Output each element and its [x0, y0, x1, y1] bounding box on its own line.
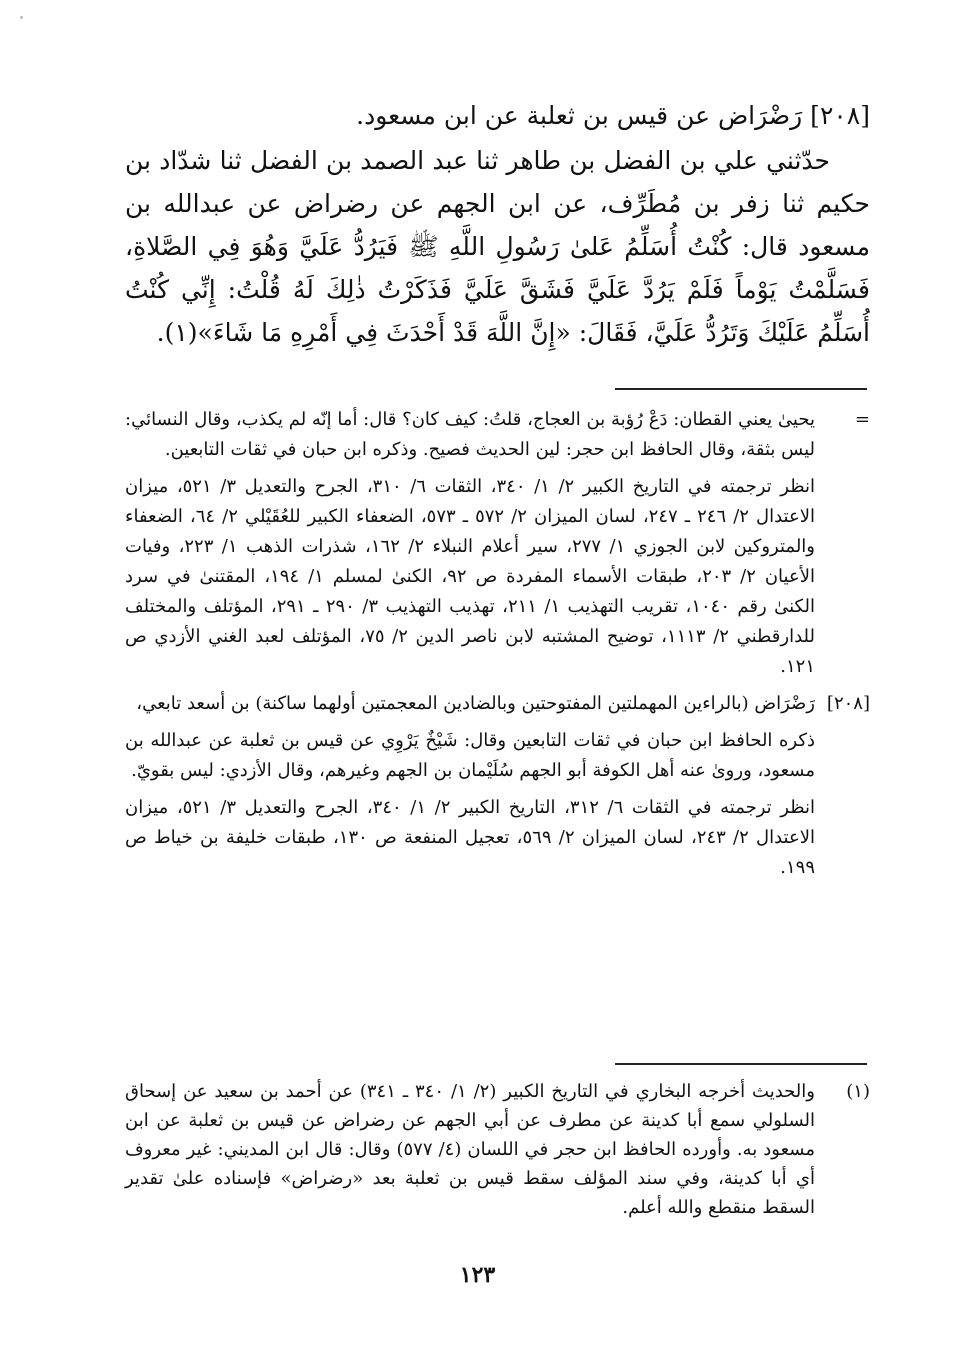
- footnote-divider: [615, 1063, 867, 1065]
- note-text: انظر ترجمته في الثقات ٦/ ٣١٢، التاريخ الكبير ٢/ ١/ ٣٤٠، الجرح والتعديل ٣/ ٥٢١، ميزان الاعتدال ٢/ ٢٤٣، لسان الميزان ٢/ ٥٦٩، تعجيل المنفعة ص ١٣٠، طبقات خليفة بن خياط ص ١٩٩.: [125, 797, 816, 878]
- footnote-text: والحديث أخرجه البخاري في التاريخ الكبير (٢/ ١/ ٣٤٠ ـ ٣٤١) عن أحمد بن سعيد عن إسحاق السلولي سمع أبا كدينة عن مطرف عن أبي الجهم عن رضراض عن قيس بن ثعلبة عن ابن مسعود به. وأورده الحافظ ابن حجر في اللسان (٤/ ٥٧٧) وقال: قال ابن المديني: غير معروف أي أبا كدينة، وفي سند المؤلف سقط قيس بن ثعلبة بعد «رضراض» فإسناده علىٰ تقدير السقط منقطع والله أعلم.: [125, 1081, 815, 1218]
- footnote: [125, 1077, 870, 1229]
- note-text: يحيىٰ يعني القطان: دَعْ رُؤبة بن العجاج، قلتُ: كيف كان؟ قال: أما إنّه لم يكذب، وقال النسائي: ليس بثقة، وقال الحافظ ابن حجر: لين الحديث فصيح. وذكره ابن حبان في ثقات التابعين.: [125, 409, 815, 460]
- footnote-item: [125, 1077, 870, 1222]
- main-text: [125, 94, 870, 354]
- note-text: انظر ترجمته في التاريخ الكبير ٢/ ١/ ٣٤٠، الثقات ٦/ ٣١٠، الجرح والتعديل ٣/ ٥٢١، ميزان الاعتدال ٢/ ٢٤٦ ـ ٢٤٧، لسان الميزان ٢/ ٥٧٢ ـ ٥٧٣، الضعفاء الكبير للعُقَيْلي ٢/ ٦٤، الضعفاء والمتروكين لابن الجوزي ١/ ٢٧٧، سير أعلام النبلاء ٢/ ١٦٢، شذرات الذهب ١/ ٢٢٣، وفيات الأعيان ٢/ ٢٠٣، طبقات الأسماء المفردة ص ٩٢، الكنىٰ لمسلم ١/ ١٩٤، المقتنىٰ في سرد الكنىٰ رقم ١٠٤٠، تقريب التهذيب ١/ ٢١١، تهذيب التهذيب ٣/ ٢٩٠ ـ ٢٩١، المؤتلف والمختلف للدارقطني ٢/ ١١١٣، توضيح المشتبه لابن ناصر الدين ٢/ ٧٥، المؤتلف لعبد الغني الأزدي ص ١٢١.: [125, 476, 815, 677]
- entry-heading: [٢٠٨] رَضْرَاض عن قيس بن ثعلبة عن ابن مسعود.: [356, 101, 870, 130]
- note-text: ذكره الحافظ ابن حبان في ثقات التابعين وقال: شَيْخٌ يَرْوِي عن قيس بن ثعلبة عن عبدالله بن مسعود، وروىٰ عنه أهل الكوفة أبو الجهم سُلَيْمان بن الجهم وغيرهم، وقال الأزدي: ليس بقويّ.: [125, 730, 815, 781]
- footnote-mark: (١): [846, 1081, 870, 1102]
- note-item: [125, 472, 870, 682]
- note-item: [125, 726, 870, 786]
- note-item: [125, 793, 870, 883]
- entry-body: حدّثني علي بن الفضل بن طاهر ثنا عبد الصمد بن الفضل ثنا شدّاد بن حكيم ثنا زفر بن مُطَرِّف، عن ابن الجهم عن رضراض عن عبدالله بن مسعود قال: كُنْتُ أُسَلِّمُ عَلىٰ رَسُولِ اللَّهِ ﷺ فَيَرُدُّ عَلَيَّ وَهُوَ فِي الصَّلاةِ، فَسَلَّمْتُ يَوْماً فَلَمْ يَرُدَّ عَلَيَّ فَشَقَّ عَلَيَّ فَذَكَرْتُ ذٰلِكَ لَهُ قُلْتُ: إِنِّي كُنْتُ أُسَلِّمُ عَلَيْكَ وَتَرُدُّ عَلَيَّ، فَقَالَ: «إِنَّ اللَّهَ قَدْ أَحْدَثَ فِي أَمْرِهِ مَا شَاءَ»(١).: [125, 146, 870, 347]
- note-mark: [٢٠٨]: [826, 693, 870, 714]
- scan-speck: [20, 16, 23, 19]
- note-item: [125, 405, 870, 465]
- page-number: ١٢٣: [459, 1262, 496, 1288]
- note-mark: =: [854, 409, 870, 430]
- note-item: [125, 689, 870, 719]
- notes-divider: [615, 388, 867, 390]
- margin-notes: [125, 405, 870, 890]
- note-text: رَضْرَاض (بالراءين المهملتين المفتوحتين وبالضادين المعجمتين أولهما ساكنة) بن أسعد تابعي،: [136, 693, 815, 714]
